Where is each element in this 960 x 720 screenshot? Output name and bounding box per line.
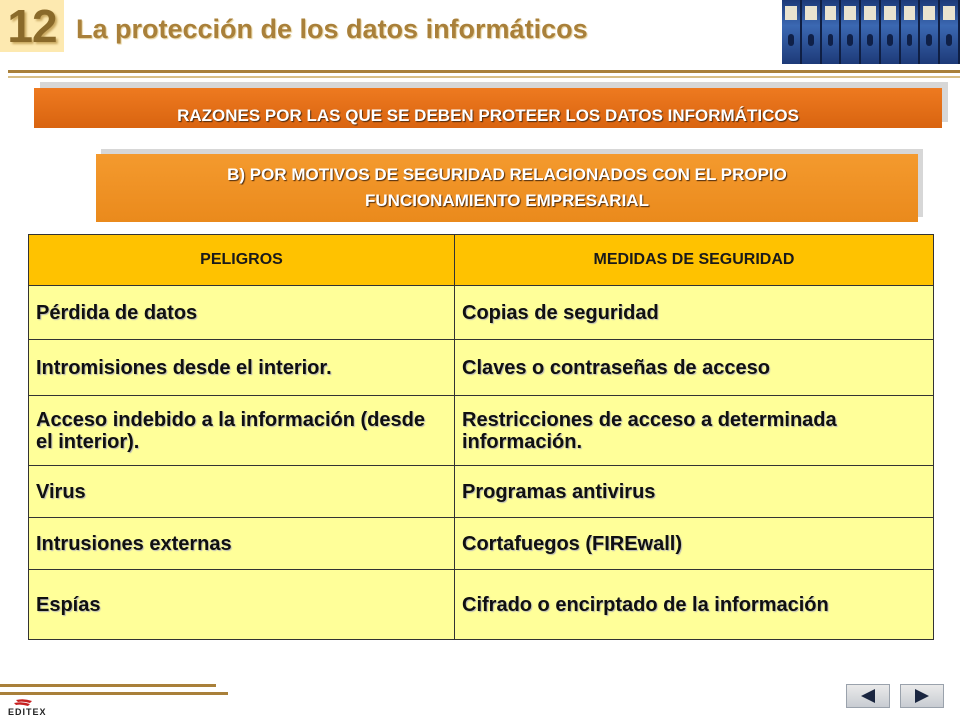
footer-divider <box>0 684 216 687</box>
binders-photo <box>782 0 960 64</box>
peligro-cell: Virus <box>29 466 455 518</box>
peligro-cell: Acceso indebido a la información (desde el interior). <box>29 396 455 466</box>
medida-cell: Claves o contraseñas de acceso <box>455 340 934 396</box>
subsection-banner-line1: B) POR MOTIVOS DE SEGURIDAD RELACIONADOS CON EL PROPIO <box>227 165 787 184</box>
editex-brand: EDITEX <box>8 707 47 717</box>
triangle-left-icon <box>859 688 877 704</box>
table-row <box>29 340 934 396</box>
column-header-medidas: MEDIDAS DE SEGURIDAD <box>455 235 934 286</box>
medida-cell: Cifrado o encirptado de la información <box>455 570 934 640</box>
subsection-banner <box>96 154 918 222</box>
triangle-right-icon <box>913 688 931 704</box>
section-banner <box>34 88 942 128</box>
header-divider-thin <box>8 76 960 78</box>
medida-cell: Cortafuegos (FIREwall) <box>455 518 934 570</box>
peligro-cell: Intromisiones desde el interior. <box>29 340 455 396</box>
page-title: La protección de los datos informáticos <box>76 14 588 44</box>
medida-cell: Restricciones de acceso a determinada información. <box>455 396 934 466</box>
medida-cell: Programas antivirus <box>455 466 934 518</box>
peligro-cell: Pérdida de datos <box>29 286 455 340</box>
subsection-banner-line2: FUNCIONAMIENTO EMPRESARIAL <box>365 191 649 210</box>
section-banner-text: RAZONES POR LAS QUE SE DEBEN PROTEER LOS DATOS INFORMÁTICOS <box>177 106 799 125</box>
table-row <box>29 570 934 640</box>
table-header-row <box>29 235 934 286</box>
security-measures-table <box>28 234 934 640</box>
table-row <box>29 396 934 466</box>
header-divider <box>8 70 960 73</box>
medida-cell: Copias de seguridad <box>455 286 934 340</box>
table-row <box>29 466 934 518</box>
column-header-peligros: PELIGROS <box>29 235 455 286</box>
table-row <box>29 286 934 340</box>
next-slide-button[interactable] <box>900 684 944 708</box>
peligro-cell: Espías <box>29 570 455 640</box>
previous-slide-button[interactable] <box>846 684 890 708</box>
peligro-cell: Intrusiones externas <box>29 518 455 570</box>
table-row <box>29 518 934 570</box>
footer-divider-lower <box>0 692 228 695</box>
unit-number-badge: 12 <box>0 0 64 52</box>
